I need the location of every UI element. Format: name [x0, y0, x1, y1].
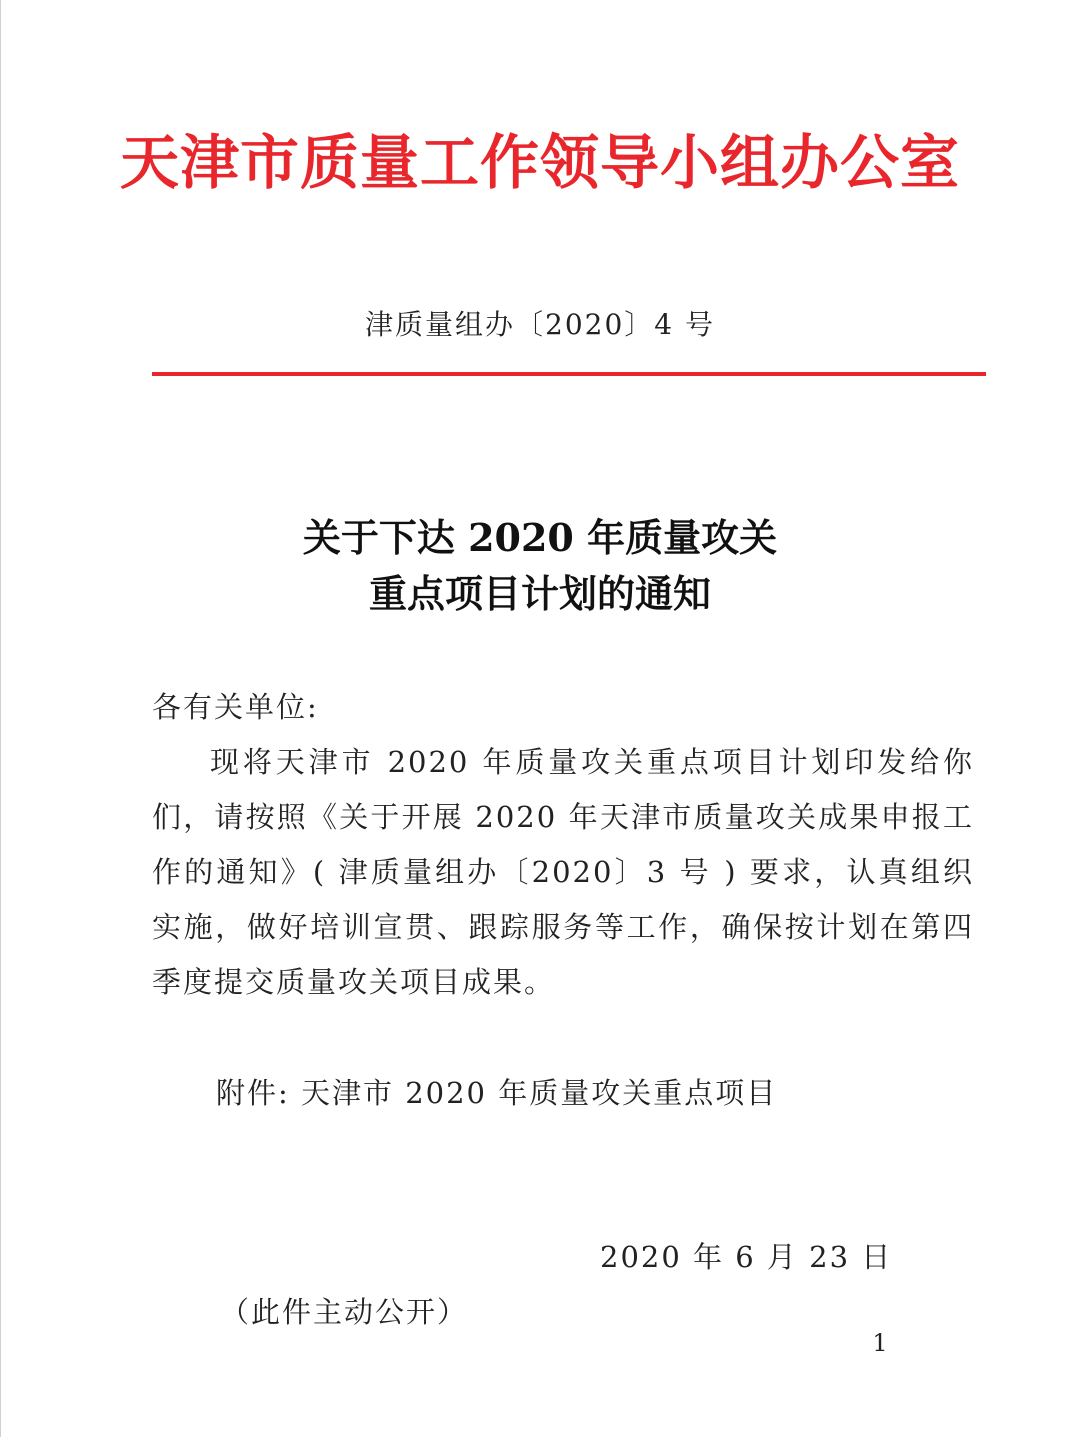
document-number: 津质量组办〔2020〕4 号: [365, 308, 715, 341]
issuing-organization-header: 天津市质量工作领导小组办公室: [119, 128, 960, 197]
red-divider-line: [152, 372, 986, 376]
body-paragraph: 现将天津市 2020 年质量攻关重点项目计划印发给你们，请按照《关于开展 2020 年天津市质量攻关成果申报工作的通知》( 津质量组办〔2020〕3 号 ) 要求，认真组织实施，做好培训宣贯、跟踪服务等工作，确保按计划在第四季度提交质量攻关项目成果。: [152, 745, 974, 999]
document-title: [0, 510, 1080, 622]
issue-date: 2020 年 6 月 23 日: [600, 1240, 893, 1274]
attachment-line: 附件: 天津市 2020 年质量攻关重点项目: [216, 1076, 778, 1110]
public-disclosure-note: （此件主动公开）: [220, 1295, 469, 1329]
title-line-2: 重点项目计划的通知: [368, 571, 711, 616]
page-edge: [0, 0, 1, 1437]
page-number: 1: [872, 1329, 888, 1357]
salutation: 各有关单位:: [152, 690, 319, 724]
title-line-1: 关于下达 2020 年质量攻关: [302, 515, 778, 560]
